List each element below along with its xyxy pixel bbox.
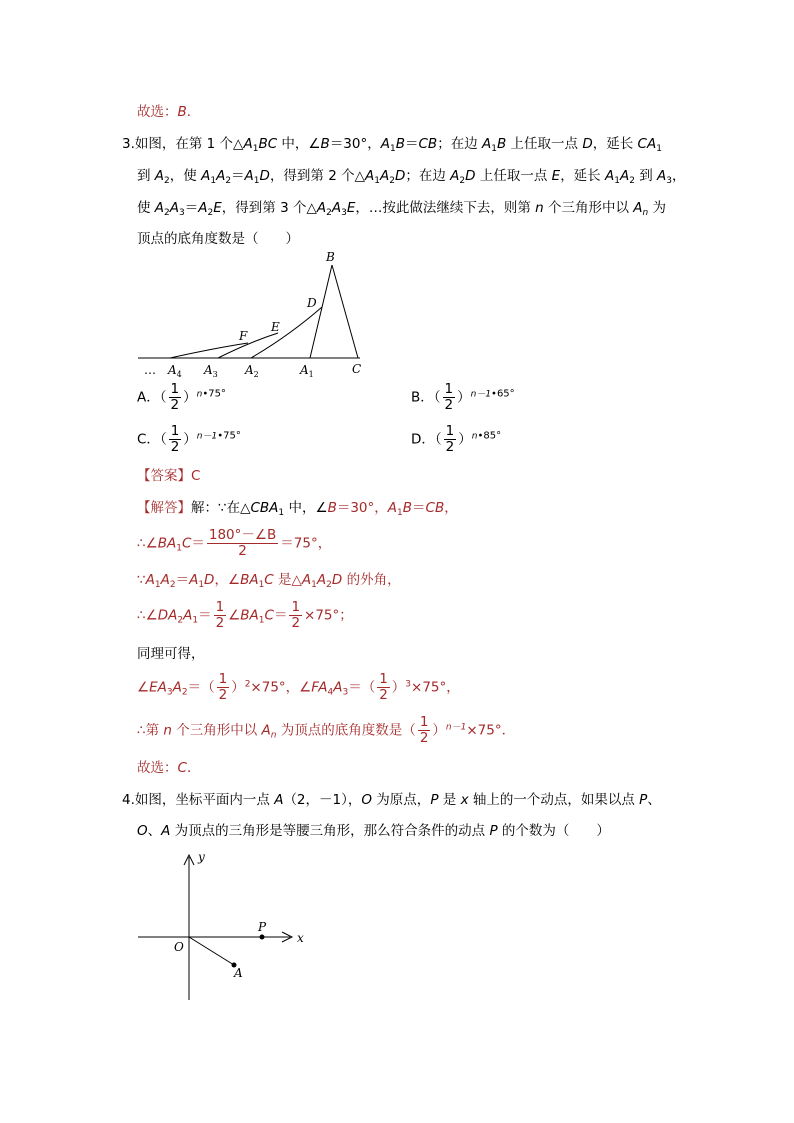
final-answer: 故选：C． <box>137 760 201 776</box>
fraction: $\frac{1}{2}$ <box>379 671 388 703</box>
question-number: 3. <box>122 136 135 152</box>
label-y: y <box>198 850 205 864</box>
q3-triangle-figure <box>130 245 380 380</box>
segment-oa <box>189 937 234 965</box>
fraction: $\frac{1}{2}$ <box>218 671 228 703</box>
option-c[interactable]: C．（ $\frac{1}{2}$ ）$^{n-1•75^\circ}$ <box>137 423 241 455</box>
segment-a4-f <box>170 343 248 358</box>
label-o: O <box>174 940 184 954</box>
label-c: C <box>352 362 362 376</box>
label-p: P <box>258 920 267 934</box>
solution-line-3: $\because A_1A_2=A_1D$，$\angle BA_1C$ 是$\triangle A_1A_2D$ 的外角， <box>137 572 401 590</box>
fraction: $\frac{1}{2}$ <box>215 599 225 631</box>
solution-line-6: $\angle EA_3A_2=$（ $\frac{1}{2}$ ）$^2$×75°，$\angle FA_4A_3=$（ $\frac{1}{2}$ ）$^3$×75°， <box>137 671 460 703</box>
label-f: F <box>239 329 248 343</box>
side-b-c <box>332 265 358 358</box>
solution-line-1: 【解答】解：∵在$\triangle CBA_1$ 中，∠B＝30°，$A_1B=CB$， <box>137 500 458 518</box>
label-dots: … <box>144 363 156 377</box>
label-e: E <box>271 320 280 334</box>
segment-a3-e <box>218 333 278 358</box>
label-a4: $A_4$ <box>168 363 182 379</box>
solution-line-2: $\therefore\angle BA_1C=$ $\frac{180^\circ-\angle B}{2}$ ＝75°， <box>137 527 332 559</box>
label-a1: $A_1$ <box>300 363 314 379</box>
label-a3: $A_3$ <box>204 363 218 379</box>
q3-line-2: 到 $A_2$，使 $A_1A_2=A_1D$，得到第 2 个$\triangle A_1A_2D$；在边 $A_2D$ 上任取一点 E，延长 $A_1A_2$ 到 $A_3$， <box>137 168 686 186</box>
q4-coordinate-figure <box>130 845 320 1010</box>
q4-line-1: 4.如图，坐标平面内一点 A（2，－1），O 为原点，P 是 x 轴上的一个动点，如果以点 P、 <box>122 792 661 808</box>
option-a[interactable]: A．（ $\frac{1}{2}$ ）$^{n•75^\circ}$ <box>137 381 226 413</box>
fraction: $\frac{1}{2}$ <box>291 599 301 631</box>
option-b[interactable]: B．（ $\frac{1}{2}$ ）$^{n-1•65^\circ}$ <box>411 381 515 413</box>
q4-line-2: O、A 为顶点的三角形是等腰三角形，那么符合条件的动点 P 的个数为（ ） <box>137 823 610 839</box>
fraction: $\frac{180^\circ-\angle B}{2}$ <box>208 527 277 559</box>
label-x: x <box>297 931 304 945</box>
q3-line-3: 使 $A_2A_3=A_2E$，得到第 3 个$\triangle A_2A_3E$，…按此做法继续下去，则第 n 个三角形中以 $A_n$ 为 <box>137 200 667 218</box>
solution-line-5: 同理可得， <box>137 646 205 662</box>
label-b: B <box>326 250 335 264</box>
question-number: 4. <box>122 792 135 808</box>
answer-line: 【答案】C <box>137 468 201 484</box>
q3-line-1: 3.如图，在第 1 个$\triangle A_1BC$ 中，∠B＝30°，$A_1B=CB$；在边 $A_1B$ 上任取一点 D，延长 $CA_1$ <box>122 136 662 154</box>
solution-line-4: $\therefore\angle DA_2A_1=$ $\frac{1}{2}$ $\angle BA_1C=$ $\frac{1}{2}$ ×75°； <box>137 599 353 631</box>
label-a2: $A_2$ <box>245 363 259 379</box>
prev-answer: 故选：B． <box>137 104 201 120</box>
option-d[interactable]: D．（ $\frac{1}{2}$ ）$^{n•85^\circ}$ <box>411 423 502 455</box>
side-a1-b <box>310 265 332 358</box>
q3-line-4: 顶点的底角度数是（ ） <box>137 231 299 247</box>
label-d: D <box>307 296 317 310</box>
solution-line-7: ∴第 n 个三角形中以 $A_n$ 为顶点的底角度数是（ $\frac{1}{2}$ ）$^{n-1}$×75°． <box>137 714 516 746</box>
point-p <box>260 935 265 940</box>
label-a: A <box>234 966 243 980</box>
fraction: $\frac{1}{2}$ <box>419 714 429 746</box>
